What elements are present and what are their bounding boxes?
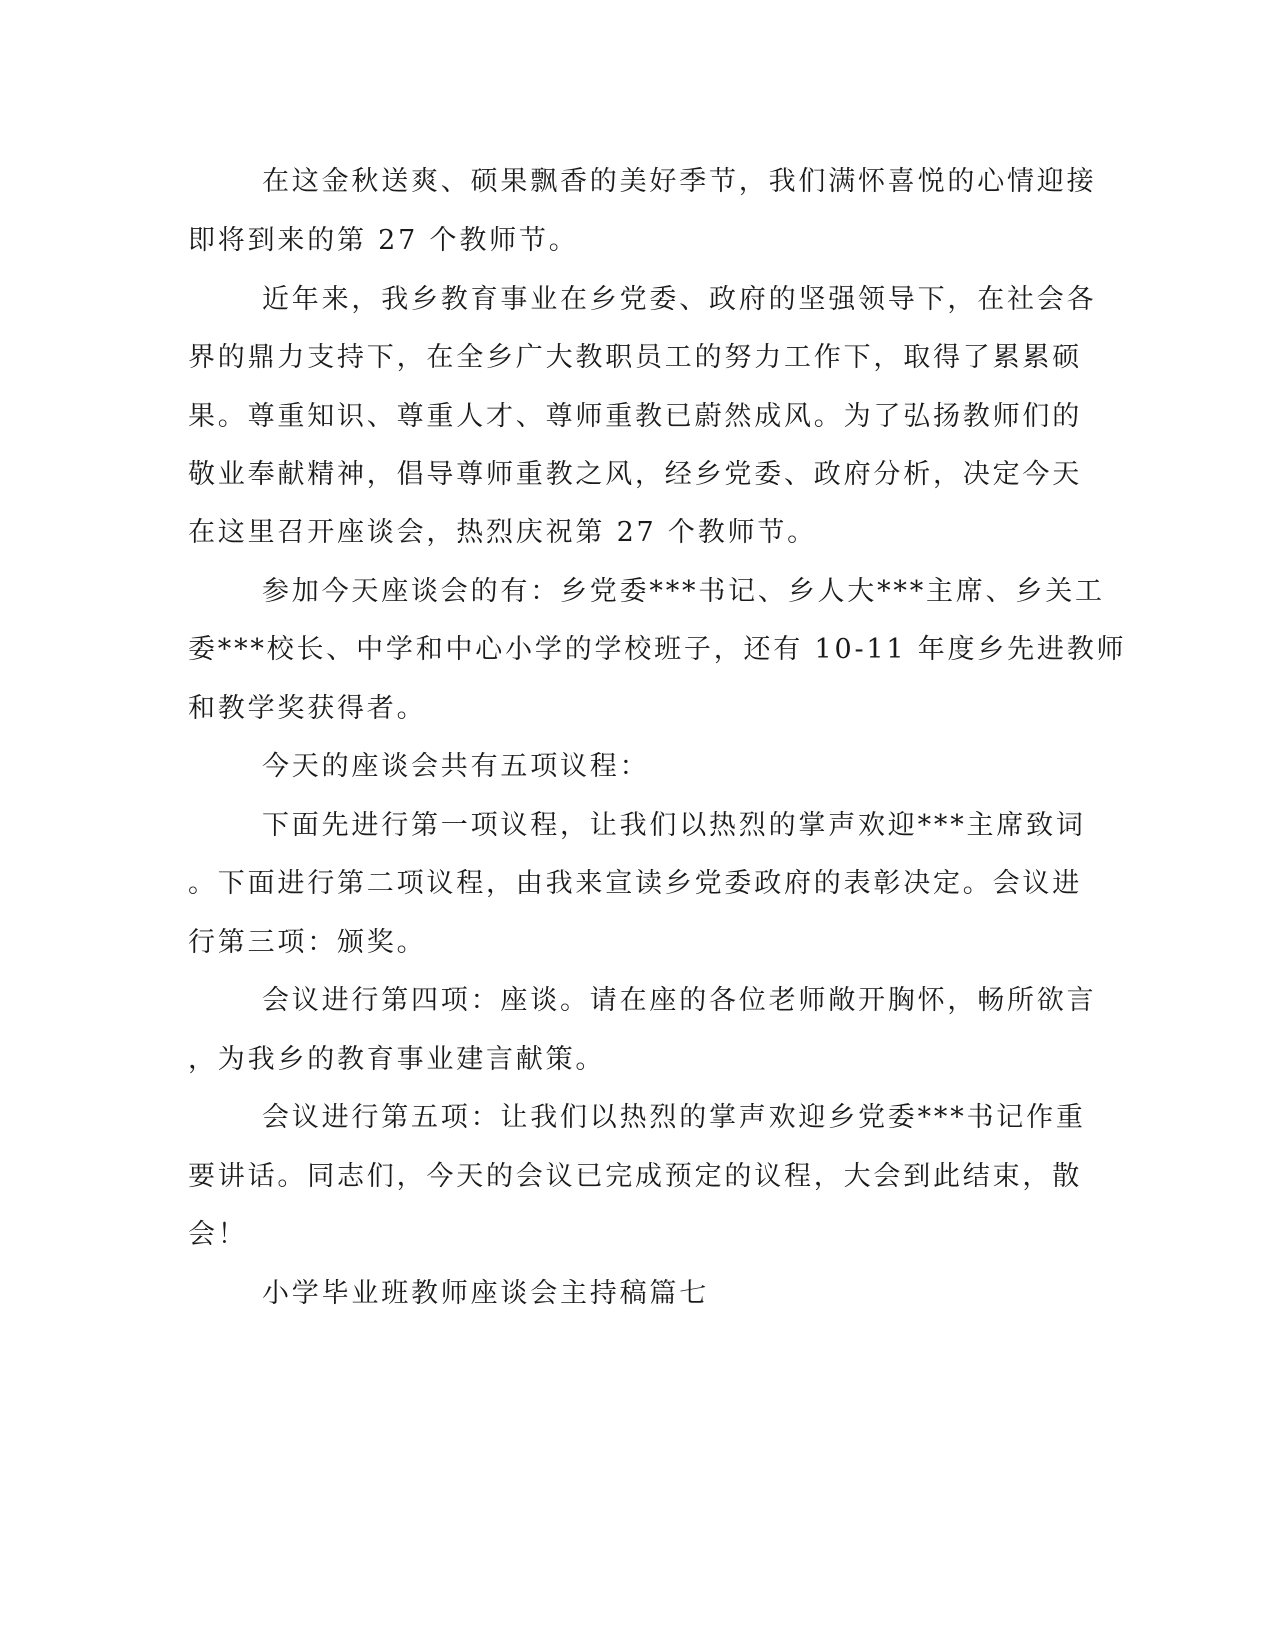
paragraph-line: 敬业奉献精神，倡导尊师重教之风，经乡党委、政府分析，决定今天 [188,459,1082,490]
paragraph-line: 即将到来的第 27 个教师节。 [188,225,579,256]
paragraph-line: 委***校长、中学和中心小学的学校班子，还有 10-11 年度乡先进教师 [188,634,1127,665]
paragraph-line: 参加今天座谈会的有：乡党委***书记、乡人大***主席、乡关工 [262,576,1105,607]
paragraph-line: 会议进行第四项：座谈。请在座的各位老师敞开胸怀，畅所欲言 [262,985,1097,1016]
paragraph-line: 界的鼎力支持下，在全乡广大教职员工的努力工作下，取得了累累硕 [188,342,1082,373]
paragraph-line: 。下面进行第二项议程，由我来宣读乡党委政府的表彰决定。会议进 [188,868,1082,899]
paragraph-line: 行第三项：颁奖。 [188,927,427,958]
paragraph-line: 会！ [188,1219,248,1250]
paragraph-line: 近年来，我乡教育事业在乡党委、政府的坚强领导下，在社会各 [262,284,1097,315]
paragraph-line: 要讲话。同志们，今天的会议已完成预定的议程，大会到此结束，散 [188,1161,1082,1192]
paragraph-line: 今天的座谈会共有五项议程： [262,751,650,782]
paragraph-line: 在这金秋送爽、硕果飘香的美好季节，我们满怀喜悦的心情迎接 [262,166,1097,197]
paragraph-line: 会议进行第五项：让我们以热烈的掌声欢迎乡党委***书记作重 [262,1102,1086,1133]
paragraph-line: 下面先进行第一项议程，让我们以热烈的掌声欢迎***主席致词 [262,810,1086,841]
paragraph-line: ，为我乡的教育事业建言献策。 [188,1044,606,1075]
section-heading: 小学毕业班教师座谈会主持稿篇七 [262,1278,709,1309]
paragraph-line: 和教学奖获得者。 [188,693,427,724]
paragraph-line: 果。尊重知识、尊重人才、尊师重教已蔚然成风。为了弘扬教师们的 [188,401,1082,432]
paragraph-line: 在这里召开座谈会，热烈庆祝第 27 个教师节。 [188,517,817,548]
